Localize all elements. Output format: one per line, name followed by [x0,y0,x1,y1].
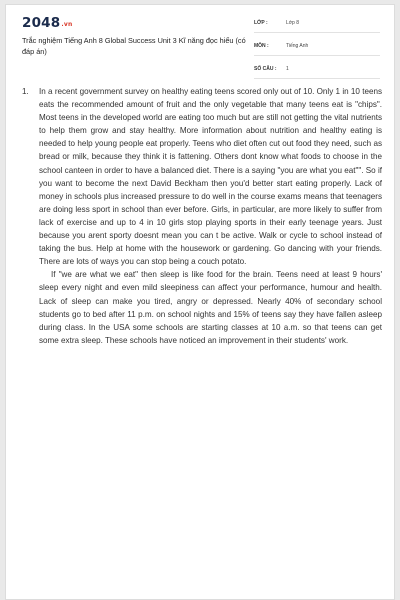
logo-suffix: .vn [61,21,73,28]
meta-label-subject: MÔN : [254,43,269,49]
site-logo[interactable] [22,15,72,31]
passage-paragraph-1: In a recent government survey on healthy eating teens scored only out of 10. Only 1 in 10 teens eats the recommended amount of fruit and the only vegetable that many teens eat is "chips". Most teens in the developed world are eating too much but are still not getting the vital nutrients to help them grow and stay healthy. More information about nutrition and healthy eating is needed to help young people eat properly. Teens who diet often cut out food they need, such as bread or milk, because they think it is fattening. Others dont know what foods to choose in the school canteen in order to have a balanced diet. There is a saying "you are what you eat"". So if you want to become the next David Beckham then you'd better start eating properly. Lack of money in schools plus increased pressure to do well in the course exams means that teenagers are doing less sport in school than ever before. Girls, in particular, are more likely to suffer from lack of exercise and up to 4 in 10 girls stop playing sports in their early teenage years. Just because you arent sporty doesnt mean you can t be active. Walk or cycle to school instead of taking the bus. Help at home with the housework or gardening. Go dancing with your friends. There are lots of ways you can stop being a couch potato. [39,87,382,267]
document-page [5,4,395,600]
meta-fields [254,18,380,79]
meta-row-class [254,18,380,33]
meta-row-question-count [254,64,380,79]
meta-value-class: Lớp 8 [286,20,300,26]
document-title: Trắc nghiệm Tiếng Anh 8 Global Success Unit 3 Kĩ năng đọc hiểu (có đáp án) [22,36,246,56]
meta-value-question-count: 1 [286,66,289,72]
document-header [6,5,394,73]
question-number: 1. [22,87,29,96]
passage-paragraph-2: If "we are what we eat" then sleep is like food for the brain. Teens need at least 9 hours' sleep every night and even mild sleepiness can affect your performance, humour and health. Lack of sleep can make you tired, angry or depressed. Nearly 40% of secondary school students go to bed after 11 p.m. on school nights and 15% of teens say they have fallen asleep during class. In the USA some schools are starting classes at 10 a.m. so that teens can get some extra sleep. These schools have noticed an improvement in their students' work. [39,270,382,345]
question-content [22,85,382,347]
logo-text: 2048 [22,15,61,31]
meta-label-class: LỚP : [254,20,268,26]
meta-value-subject: Tiếng Anh [286,43,309,49]
meta-label-question-count: SỐ CÂU : [254,66,277,72]
meta-row-subject [254,41,380,56]
